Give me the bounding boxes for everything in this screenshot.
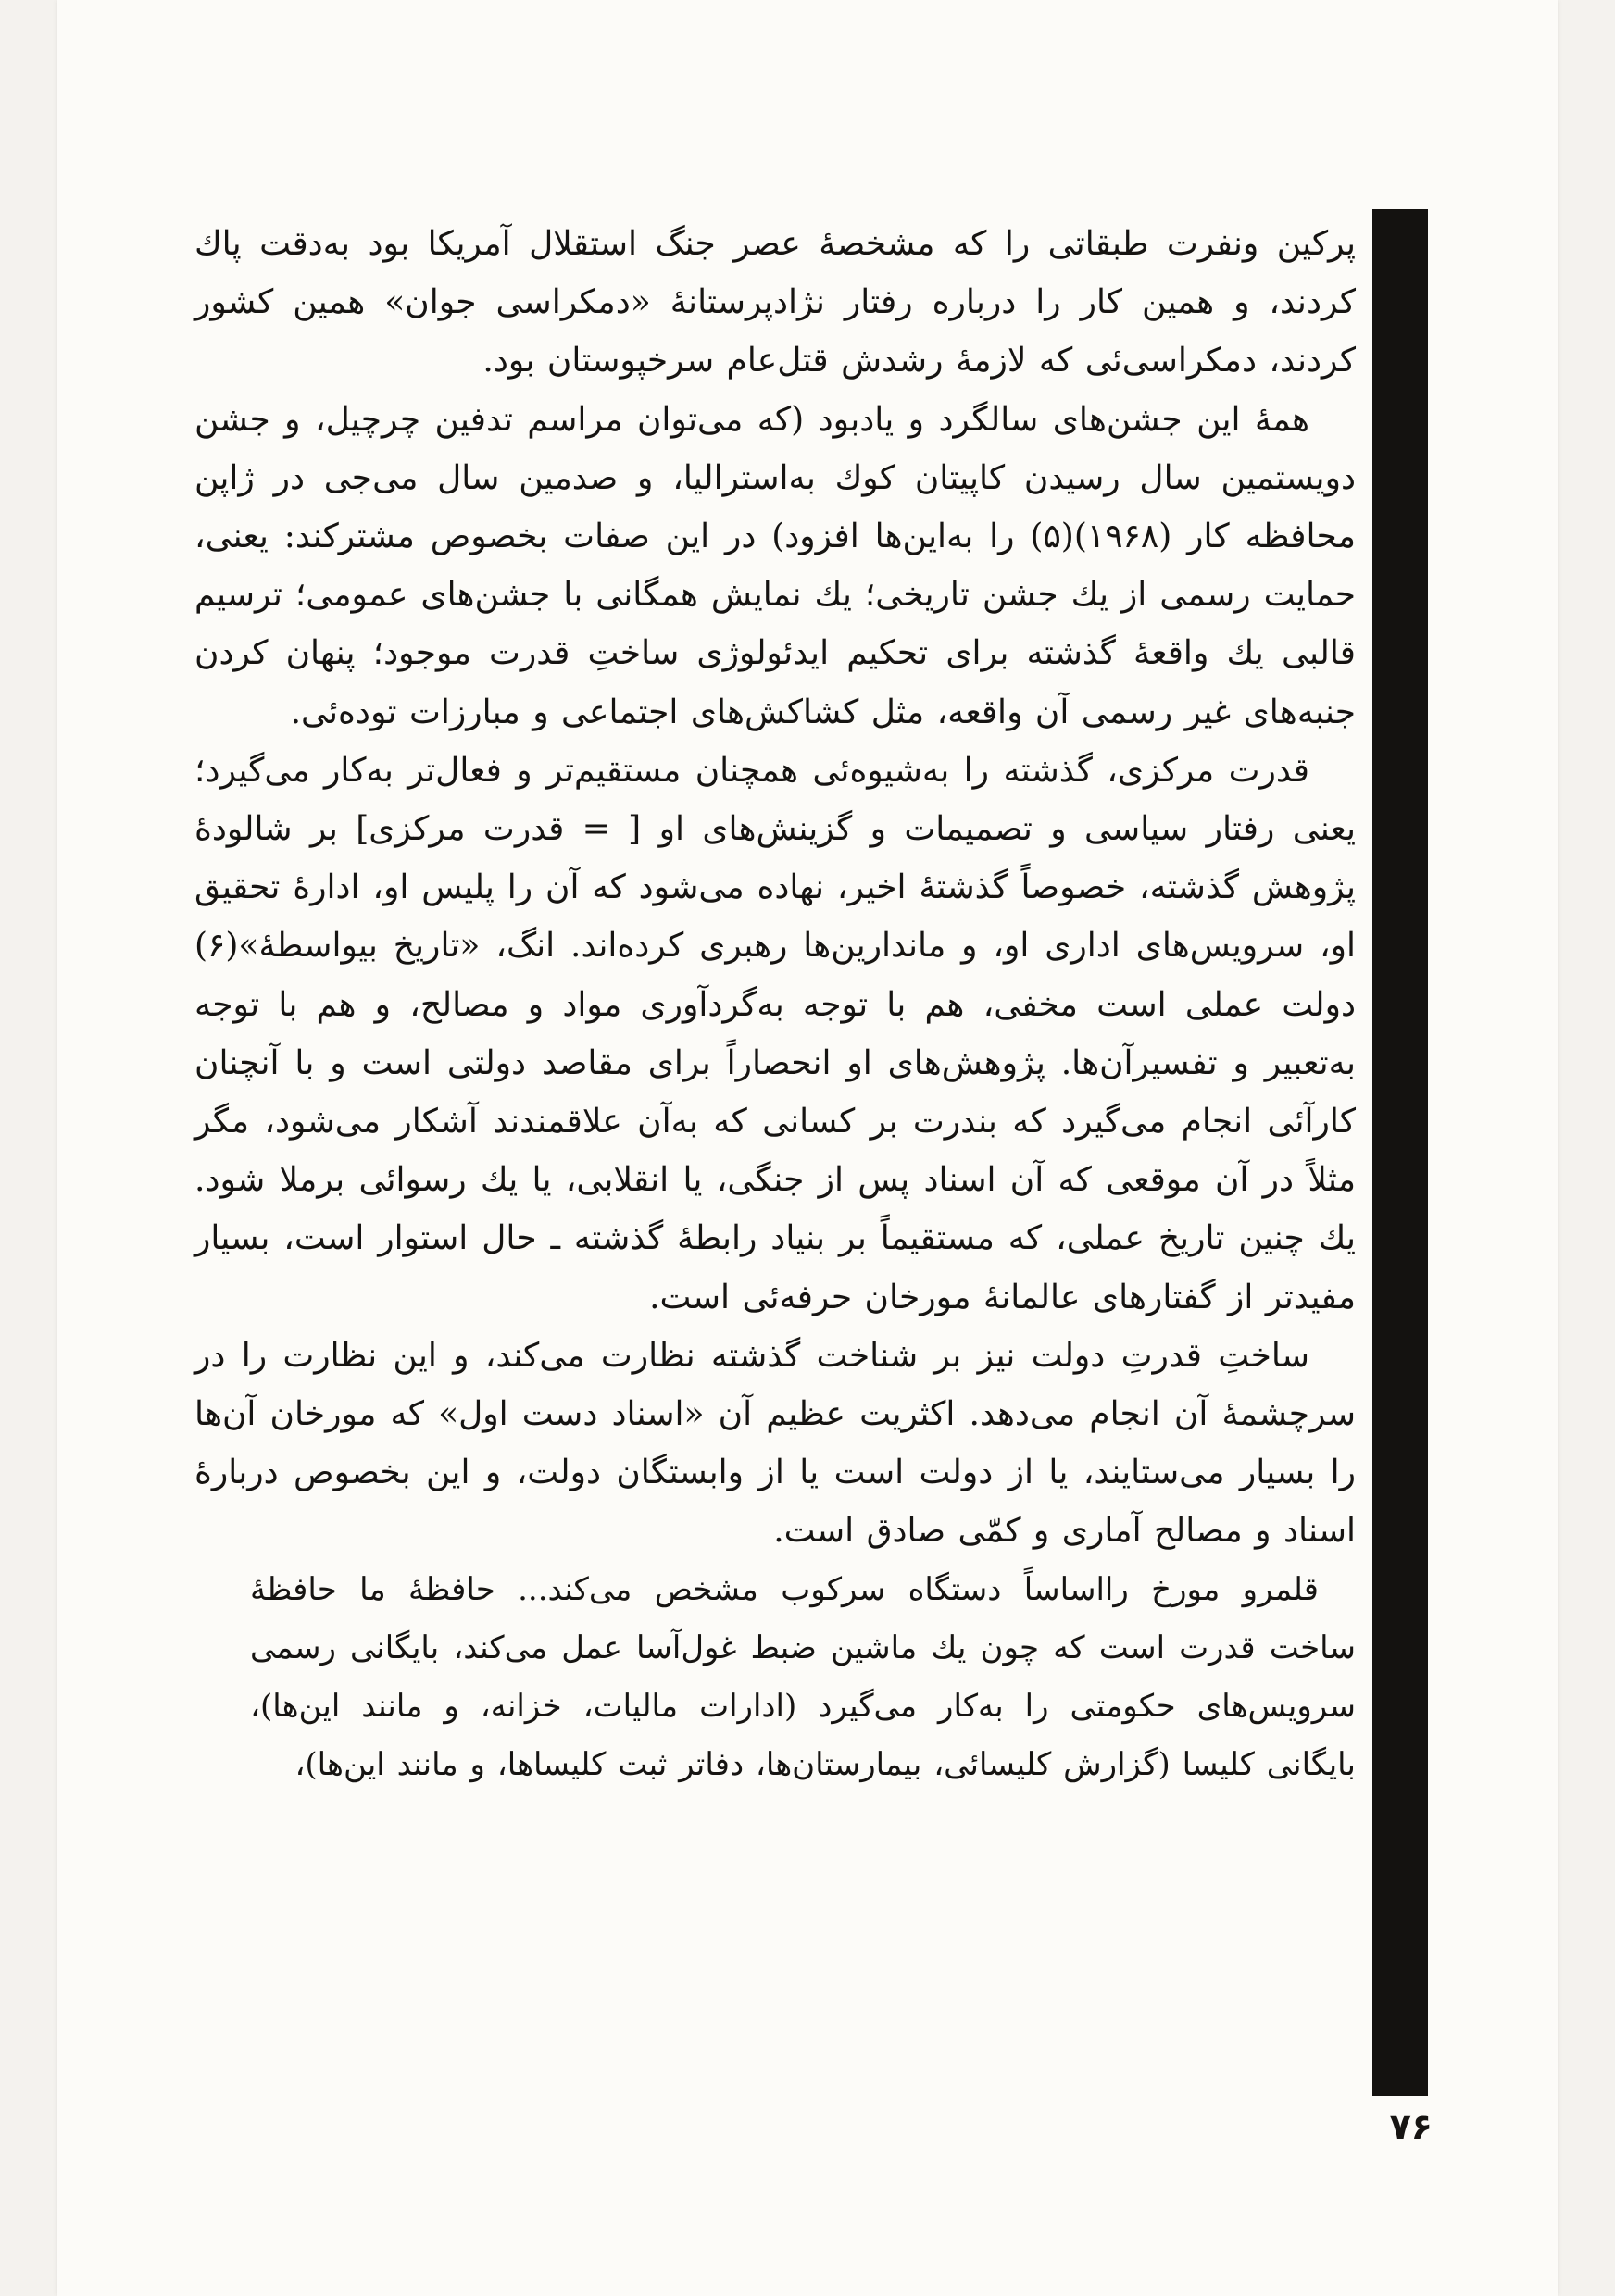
block-quote: قلمرو مورخ رااساساً دستگاه سرکوب مشخص می‌کند... حافظهٔ ما حافظهٔ ساخت قدرت است که چون یك ماشین ضبط غول‌آسا عمل می‌کند، بایگانی رسمی سرویس‌های حکومتی را به‌کار می‌گیرد (ادارات مالیات، خزانه، و مانند این‌ها)، بایگانی کلیسا (گزارش کلیسائی، بیمارستان‌ها، دفاتر ثبت کلیساها، و مانند این‌ها)، [250,1570,1356,1784]
body-text [194,215,1356,1794]
paragraph-2: همهٔ این جشن‌های سالگرد و یادبود (که می‌توان مراسم تدفین چرچیل، و جشن دویستمین سال رسیدن کاپیتان کوك به‌استرالیا، و صدمین سال می‌جی در ژاپن محافظه کار (۱۹۶۸)(۵) را به‌این‌ها افزود) در این صفات بخصوص مشترکند: یعنی، حمایت رسمی از یك جشن تاریخی؛ یك نمایش همگانی با جشن‌های عمومی؛ ترسیم قالبی یك واقعهٔ گذشته برای تحکیم ایدئولوژی ساختِ قدرت موجود؛ پنهان کردن جنبه‌های غیر رسمی آن واقعه، مثل کشاکش‌های اجتماعی و مبارزات توده‌ئی. [194,400,1356,731]
paragraph-4: ساختِ قدرتِ دولت نیز بر شناخت گذشته نظارت می‌کند، و این نظارت را در سرچشمهٔ آن انجام می‌دهد. اکثریت عظیم آن «اسناد دست اول» که مورخان آن‌ها را بسیار می‌ستایند، یا از دولت است یا از وابستگان دولت، و این بخصوص دربارهٔ اسناد و مصالح آماری و کمّی صادق است. [194,1336,1356,1551]
paragraph-1: پرکین ونفرت طبقاتی را که مشخصهٔ عصر جنگ استقلال آمریکا بود به‌دقت پاك کردند، و همین کار را درباره رفتار نژادپرستانهٔ «دمکراسی جوان» همین کشور کردند، دمکراسی‌ئی که لازمهٔ رشدش قتل‌عام سرخپوستان بود. [194,225,1356,381]
book-page [57,0,1558,2296]
page-edge-bar [1372,209,1428,2096]
paragraph-3: قدرت مرکزی، گذشته را به‌شیوه‌ئی همچنان مستقیم‌تر و فعال‌تر به‌کار می‌گیرد؛ یعنی رفتار سیاسی و تصمیمات و گزینش‌های او [ = قدرت مرکزی] بر شالودهٔ پژوهش گذشته، خصوصاً گذشتهٔ اخیر، نهاده می‌شود که آن را پلیس او، ادارهٔ تحقیق او، سرویس‌های اداری او، و ماندارین‌ها رهبری کرده‌اند. انگ، «تاریخ بیواسطهٔ»(۶) دولت عملی است مخفی، هم با توجه به‌گردآوری مواد و مصالح، و هم با توجه به‌تعبیر و تفسیرآن‌ها. پژوهش‌های او انحصاراً برای مقاصد دولتی است و با آنچنان کارآئی انجام می‌گیرد که بندرت بر کسانی که به‌آن علاقمندند آشکار می‌شود، مگر مثلاً در آن موقعی که آن اسناد پس از جنگی، یا انقلابی، یا یك رسوائی برملا شود. یك چنین تاریخ عملی، که مستقیماً بر بنیاد رابطهٔ گذشته ـ حال استوار است، بسیار مفیدتر از گفتارهای عالمانهٔ مورخان حرفه‌ئی است. [194,751,1356,1316]
page-number: ۷۶ [1389,2106,1433,2147]
